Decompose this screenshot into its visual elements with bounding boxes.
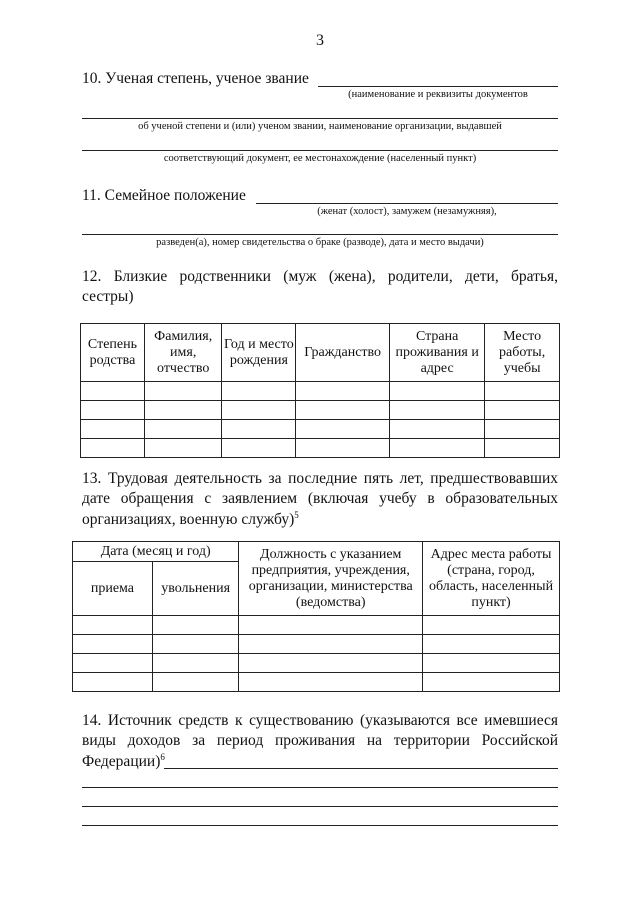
table-cell[interactable] — [81, 420, 145, 439]
q11-label: 11. Семейное положение — [82, 187, 246, 204]
table-cell[interactable] — [296, 420, 390, 439]
relatives-header-work: Место работы, учебы — [485, 324, 560, 382]
table-row — [81, 420, 560, 439]
q10-hint-3: соответствующий документ, ее местонахождение (населенный пункт) — [163, 153, 477, 164]
table-cell[interactable] — [144, 382, 222, 401]
table-cell[interactable] — [239, 654, 423, 673]
q10-input-line-2[interactable] — [82, 118, 558, 119]
table-row — [73, 673, 560, 692]
work-header-date: Дата (месяц и год) — [73, 542, 239, 562]
table-cell[interactable] — [73, 616, 153, 635]
q14-text-line-2: виды доходов за период проживания на территории Российской — [82, 732, 558, 749]
table-cell[interactable] — [73, 654, 153, 673]
q10-input-line-1[interactable] — [318, 86, 558, 87]
relatives-header-row — [81, 324, 560, 382]
q14-text-line-3 — [82, 752, 165, 771]
table-cell[interactable] — [485, 382, 560, 401]
q12-text-line-1: 12. Близкие родственники (муж (жена), родители, дети, братья, — [82, 268, 558, 285]
relatives-header-birth: Год и место рождения — [222, 324, 296, 382]
table-cell[interactable] — [296, 382, 390, 401]
table-cell[interactable] — [222, 382, 296, 401]
table-cell[interactable] — [239, 635, 423, 654]
q10-hint-1: (наименование и реквизиты документов — [348, 89, 528, 100]
q10-label: 10. Ученая степень, ученое звание — [82, 70, 309, 87]
table-row — [73, 654, 560, 673]
q14-input-line-1[interactable] — [164, 768, 558, 769]
table-cell[interactable] — [152, 635, 239, 654]
table-row — [73, 635, 560, 654]
relatives-header-degree: Степень родства — [81, 324, 145, 382]
q13-text-line-3 — [82, 510, 299, 529]
table-cell[interactable] — [390, 439, 485, 458]
footnote-5: 5 — [294, 510, 299, 520]
table-cell[interactable] — [390, 382, 485, 401]
table-cell[interactable] — [144, 420, 222, 439]
work-header-row-1 — [73, 542, 560, 562]
table-cell[interactable] — [423, 654, 560, 673]
table-cell[interactable] — [222, 439, 296, 458]
q11-input-line-2[interactable] — [82, 234, 558, 235]
table-cell[interactable] — [423, 635, 560, 654]
table-cell[interactable] — [73, 635, 153, 654]
table-cell[interactable] — [81, 439, 145, 458]
q14-input-line-3[interactable] — [82, 806, 558, 807]
work-header-position: Должность с указанием предприятия, учреждения, организации, министерства (ведомства) — [239, 542, 423, 616]
table-cell[interactable] — [152, 673, 239, 692]
table-cell[interactable] — [296, 439, 390, 458]
table-cell[interactable] — [81, 401, 145, 420]
q10-input-line-3[interactable] — [82, 150, 558, 151]
q13-text-line-3-text: организациях, военную службу) — [82, 511, 295, 529]
table-cell[interactable] — [222, 401, 296, 420]
table-cell[interactable] — [485, 439, 560, 458]
table-cell[interactable] — [423, 616, 560, 635]
table-cell[interactable] — [485, 420, 560, 439]
table-cell[interactable] — [296, 401, 390, 420]
q14-input-line-2[interactable] — [82, 787, 558, 788]
relatives-header-residence: Страна проживания и адрес — [390, 324, 485, 382]
table-cell[interactable] — [222, 420, 296, 439]
q11-hint-2: разведен(а), номер свидетельства о браке (разводе), дата и место выдачи) — [156, 237, 484, 248]
q13-text-line-2: дате обращения с заявлением (включая учебу в образовательных — [82, 490, 558, 507]
table-row — [73, 616, 560, 635]
relatives-header-citizenship: Гражданство — [296, 324, 390, 382]
table-cell[interactable] — [144, 401, 222, 420]
work-header-date-to: увольнения — [152, 562, 239, 616]
work-header-address: Адрес места работы (страна, город, область, населенный пункт) — [423, 542, 560, 616]
table-cell[interactable] — [239, 616, 423, 635]
table-cell[interactable] — [152, 616, 239, 635]
table-cell[interactable] — [239, 673, 423, 692]
work-history-table — [72, 541, 560, 692]
table-cell[interactable] — [152, 654, 239, 673]
footnote-6: 6 — [160, 752, 165, 762]
table-cell[interactable] — [144, 439, 222, 458]
table-cell[interactable] — [423, 673, 560, 692]
q12-text-line-2: сестры) — [82, 288, 134, 305]
work-header-date-from: приема — [73, 562, 153, 616]
q13-text-line-1: 13. Трудовая деятельность за последние пять лет, предшествовавших — [82, 470, 558, 487]
table-row — [81, 439, 560, 458]
q10-hint-2: об ученой степени и (или) ученом звании, наименование организации, выдавшей — [138, 121, 502, 132]
q11-input-line-1[interactable] — [256, 203, 558, 204]
q14-text-line-1: 14. Источник средств к существованию (указываются все имевшиеся — [82, 712, 558, 729]
page-number: 3 — [316, 32, 324, 49]
table-row — [81, 401, 560, 420]
q11-hint-1: (женат (холост), замужем (незамужняя), — [317, 206, 497, 217]
q14-input-line-4[interactable] — [82, 825, 558, 826]
table-cell[interactable] — [81, 382, 145, 401]
table-row — [81, 382, 560, 401]
table-cell[interactable] — [73, 673, 153, 692]
q14-text-line-3-text: Федерации) — [82, 753, 161, 771]
relatives-header-name: Фамилия, имя, отчество — [144, 324, 222, 382]
table-cell[interactable] — [485, 401, 560, 420]
relatives-table — [80, 323, 560, 458]
table-cell[interactable] — [390, 420, 485, 439]
table-cell[interactable] — [390, 401, 485, 420]
